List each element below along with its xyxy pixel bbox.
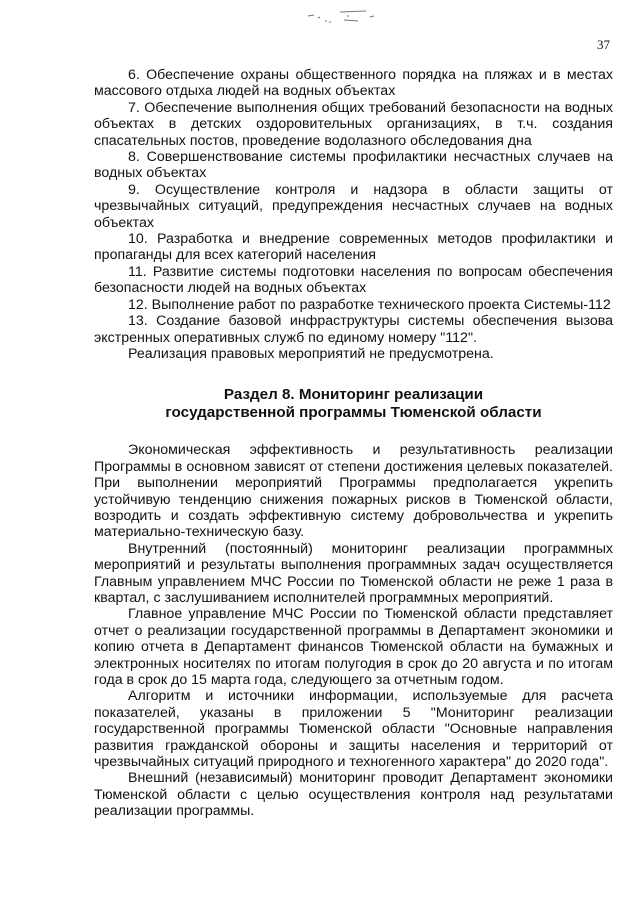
list-item: 8. Совершенствование системы профилактики несчастных случаев на водных объектах: [94, 149, 613, 182]
paragraph-internal-monitoring: Внутренний (постоянный) мониторинг реализации программных мероприятий и результаты выполнения программных задач осуществляется Главным управлением МЧС России по Тюменской области не реже 1 раза в квартал, с заслушиванием исполнителей программных мероприятий.: [94, 540, 613, 606]
list-item: 6. Обеспечение охраны общественного порядка на пляжах и в местах массового отдыха людей на водных объектах: [94, 67, 613, 100]
list-item: 11. Развитие системы подготовки населения по вопросам обеспечения безопасности людей на водных объектах: [94, 263, 613, 297]
paragraph-efficiency: Экономическая эффективность и результативность реализации Программы в основном зависят от степени достижения целевых показателей. При выполнении мероприятий Программы предполагается укрепить устойчивую тенденцию снижения пожарных рисков в Тюменской области, возродить и создать эффективную систему добровольчества и укрепить материально-техническую базу.: [94, 442, 613, 541]
paragraph-external-monitoring: Внешний (независимый) мониторинг проводит Департамент экономики Тюменской области с целью осуществления контроля над результатами реализации программы.: [94, 770, 613, 820]
list-item: 7. Обеспечение выполнения общих требований безопасности на водных объектах в детских оздоровительных организациях, в т.ч. создания спасательных постов, проведение водолазного обследования дна: [94, 99, 613, 149]
scan-artifact: [300, 4, 400, 26]
paragraph-reporting: Главное управление МЧС России по Тюменской области представляет отчет о реализации государственной программы в Департамент экономики и копию отчета в Департамент финансов Тюменской области на бумажных и электронных носителях по итогам полугодия в срок до 20 августа и по итогам года в срок до 15 марта года, следующего за отчетным годом.: [94, 606, 613, 688]
list-item: 9. Осуществление контроля и надзора в области защиты от чрезвычайных ситуаций, предупреждения несчастных случаев на водных объектах: [94, 181, 613, 231]
list-item: 10. Разработка и внедрение современных методов профилактики и пропаганды для всех категорий населения: [94, 231, 613, 264]
legal-note: Реализация правовых мероприятий не предусмотрена.: [128, 345, 494, 362]
list-item: 13. Создание базовой инфраструктуры системы обеспечения вызова экстренных оперативных служб по единому номеру "112".: [94, 313, 613, 346]
section-title-line-1: Раздел 8. Мониторинг реализации: [223, 386, 484, 404]
section-title: [94, 386, 613, 422]
section-title-line-2: государственной программы Тюменской области: [165, 404, 542, 422]
paragraph-algorithm: Алгоритм и источники информации, используемые для расчета показателей, указаны в приложении 5 "Мониторинг реализации государственной программы Тюменской области "Основные направления развития гражданской обороны и защиты населения и территорий от чрезвычайных ситуаций природного и техногенного характера" до 2020 года".: [94, 688, 613, 771]
page-number: 37: [597, 37, 610, 52]
document-body: [94, 67, 613, 820]
list-item: 12. Выполнение работ по разработке технического проекта Системы-112: [128, 296, 611, 313]
